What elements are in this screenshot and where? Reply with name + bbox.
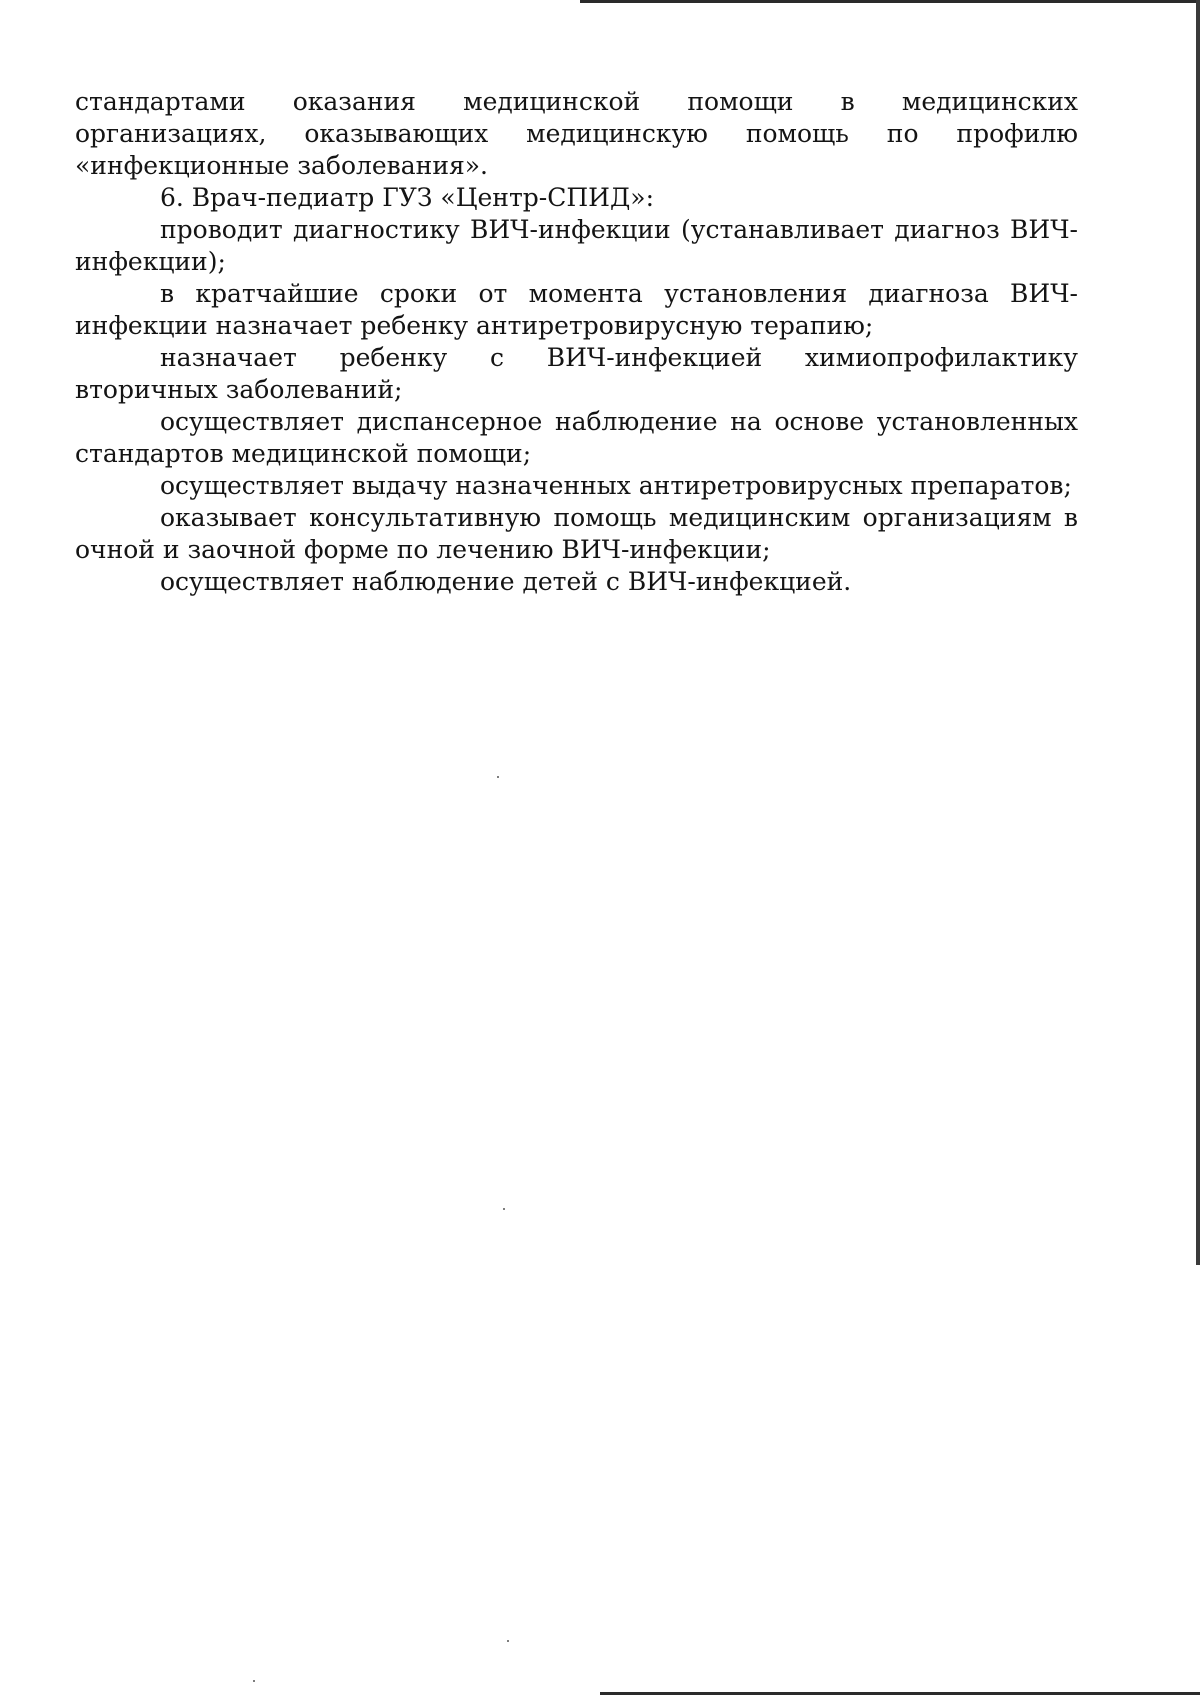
- scan-edge-top: [580, 0, 1200, 3]
- scan-speck: [503, 1208, 505, 1210]
- paragraph-duty-consulting: оказывает консультативную помощь медицинским организациям в очной и заочной форме по лечению ВИЧ-инфекции;: [75, 503, 1078, 564]
- paragraph-duty-observation: осуществляет наблюдение детей с ВИЧ-инфекцией.: [160, 567, 852, 596]
- scan-speck: [497, 776, 499, 778]
- document-body: [75, 86, 1078, 598]
- paragraph-continuation: стандартами оказания медицинской помощи в медицинских организациях, оказывающих медицинскую помощь по профилю «инфекционные заболевания».: [75, 87, 1078, 180]
- scan-speck: [507, 1640, 509, 1642]
- paragraph-section-heading: 6. Врач-педиатр ГУЗ «Центр-СПИД»:: [160, 183, 655, 212]
- paragraph-duty-therapy: в кратчайшие сроки от момента установления диагноза ВИЧ-инфекции назначает ребенку антиретровирусную терапию;: [75, 279, 1078, 340]
- paragraph-duty-dispensary: осуществляет диспансерное наблюдение на основе установленных стандартов медицинской помощи;: [75, 407, 1078, 468]
- scan-speck: [253, 1680, 255, 1682]
- paragraph-duty-dispensing: осуществляет выдачу назначенных антиретровирусных препаратов;: [160, 471, 1072, 500]
- scan-edge-right: [1196, 0, 1200, 1265]
- paragraph-duty-chemoprophylaxis: назначает ребенку с ВИЧ-инфекцией химиопрофилактику вторичных заболеваний;: [75, 343, 1078, 404]
- paragraph-duty-diagnostics: проводит диагностику ВИЧ-инфекции (устанавливает диагноз ВИЧ-инфекции);: [75, 215, 1078, 276]
